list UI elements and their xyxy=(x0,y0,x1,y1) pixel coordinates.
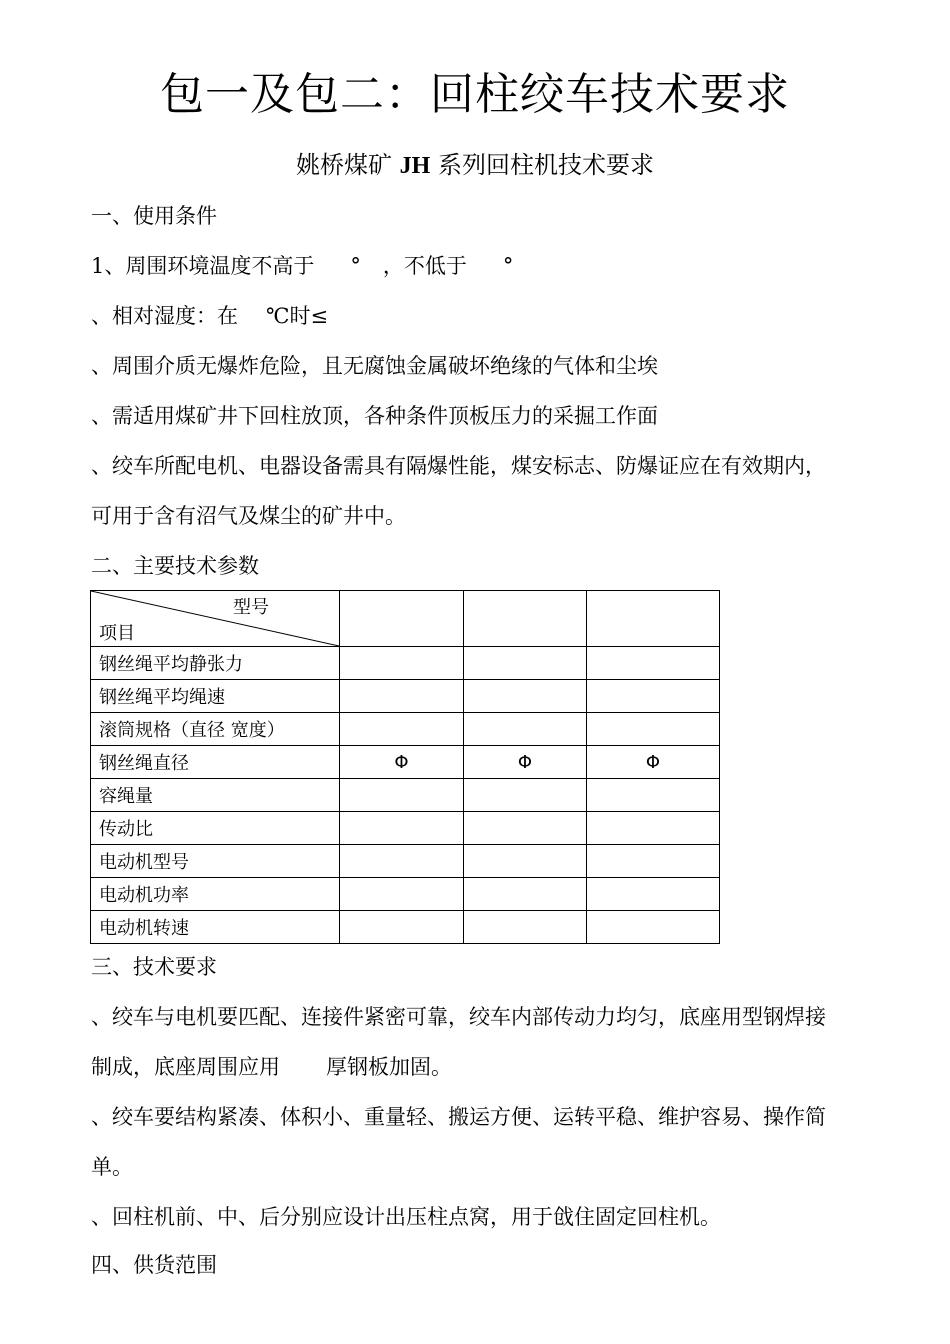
table-cell xyxy=(587,812,720,845)
section3-heading: 三、技术要求 xyxy=(91,955,217,979)
degree-mark-1: ° xyxy=(350,254,361,278)
item1-line2-text-a: 制成，底座周围应用 xyxy=(91,1055,280,1079)
item1-text-a: 1、周围环境温度不高于 xyxy=(91,254,315,278)
table-cell: Φ xyxy=(587,746,720,779)
section2-heading: 二、主要技术参数 xyxy=(91,554,259,578)
row-label: 钢丝绳直径 xyxy=(91,746,340,779)
subtitle-prefix: 姚桥煤矿 xyxy=(296,151,400,179)
page-title: 包一及包二：回柱绞车技术要求 xyxy=(160,69,790,120)
table-cell xyxy=(340,779,464,812)
table-cell xyxy=(464,845,587,878)
table-cell xyxy=(340,878,464,911)
table-cell xyxy=(464,779,587,812)
table-row xyxy=(91,680,720,713)
subtitle-suffix: 系列回柱机技术要求 xyxy=(430,151,654,179)
row-label: 电动机转速 xyxy=(91,911,340,944)
table-row xyxy=(91,812,720,845)
table-row xyxy=(91,845,720,878)
table-cell: Φ xyxy=(340,746,464,779)
section1-item4: 、需适用煤矿井下回柱放顶，各种条件顶板压力的采掘工作面 xyxy=(91,404,658,428)
section3-item2-line1: 、绞车要结构紧凑、体积小、重量轻、搬运方便、运转平稳、维护容易、操作简 xyxy=(91,1105,826,1129)
header-model-col3 xyxy=(587,591,720,647)
row-label: 传动比 xyxy=(91,812,340,845)
table-cell xyxy=(340,812,464,845)
table-cell xyxy=(587,713,720,746)
table-cell xyxy=(587,911,720,944)
row-label: 滚筒规格（直径 宽度） xyxy=(91,713,340,746)
parameter-table xyxy=(90,590,720,944)
table-cell xyxy=(464,680,587,713)
item1-text-c: ，不低于 xyxy=(382,254,467,278)
table-header-diagonal-cell xyxy=(91,591,340,647)
row-label: 钢丝绳平均静张力 xyxy=(91,647,340,680)
section1-item5-line1: 、绞车所配电机、电器设备需具有隔爆性能，煤安标志、防爆证应在有效期内， xyxy=(91,454,826,478)
section1-item5-line2: 可用于含有沼气及煤尘的矿井中。 xyxy=(91,504,406,528)
item2-text-a: 、相对湿度：在 xyxy=(91,304,238,328)
table-cell xyxy=(340,845,464,878)
row-label: 电动机功率 xyxy=(91,878,340,911)
table-row xyxy=(91,878,720,911)
header-item-label: 项目 xyxy=(99,623,135,644)
table-row xyxy=(91,647,720,680)
header-model-col2 xyxy=(464,591,587,647)
section1-item3: 、周围介质无爆炸危险，且无腐蚀金属破坏绝缘的气体和尘埃 xyxy=(91,354,658,378)
section3-item2-line2: 单。 xyxy=(91,1155,133,1179)
table-cell xyxy=(464,911,587,944)
table-cell xyxy=(464,878,587,911)
table-cell xyxy=(587,845,720,878)
table-cell xyxy=(587,680,720,713)
subtitle-bold: JH xyxy=(399,153,431,179)
table-cell xyxy=(587,779,720,812)
header-model-label: 型号 xyxy=(233,597,269,618)
degree-mark-2: ° xyxy=(502,254,514,278)
table-cell xyxy=(340,911,464,944)
section1-item2 xyxy=(91,300,328,330)
table-cell xyxy=(587,878,720,911)
section3-item1-line1: 、绞车与电机要匹配、连接件紧密可靠，绞车内部传动力均匀，底座用型钢焊接 xyxy=(91,1005,826,1029)
section4-heading: 四、供货范围 xyxy=(91,1253,217,1277)
row-label: 电动机型号 xyxy=(91,845,340,878)
table-header-row xyxy=(91,591,720,647)
table-cell xyxy=(464,812,587,845)
row-label: 钢丝绳平均绳速 xyxy=(91,680,340,713)
table-row xyxy=(91,779,720,812)
section3-item3: 、回柱机前、中、后分别应设计出压柱点窝，用于戗住固定回柱机。 xyxy=(91,1205,721,1229)
table-cell xyxy=(340,680,464,713)
header-model-col1 xyxy=(340,591,464,647)
table-cell xyxy=(587,647,720,680)
subtitle xyxy=(0,145,950,180)
table-cell xyxy=(464,647,587,680)
table-row xyxy=(91,713,720,746)
table-cell xyxy=(340,647,464,680)
section3-item1-line2 xyxy=(91,1051,452,1081)
table-row xyxy=(91,746,720,779)
table-row xyxy=(91,911,720,944)
item2-text-b: ℃时≤ xyxy=(266,304,329,328)
section1-item1 xyxy=(91,250,513,280)
item1-line2-text-b: 厚钢板加固。 xyxy=(326,1055,452,1079)
table-cell xyxy=(464,713,587,746)
section1-heading: 一、使用条件 xyxy=(91,204,217,228)
table-cell: Φ xyxy=(464,746,587,779)
table-cell xyxy=(340,713,464,746)
row-label: 容绳量 xyxy=(91,779,340,812)
